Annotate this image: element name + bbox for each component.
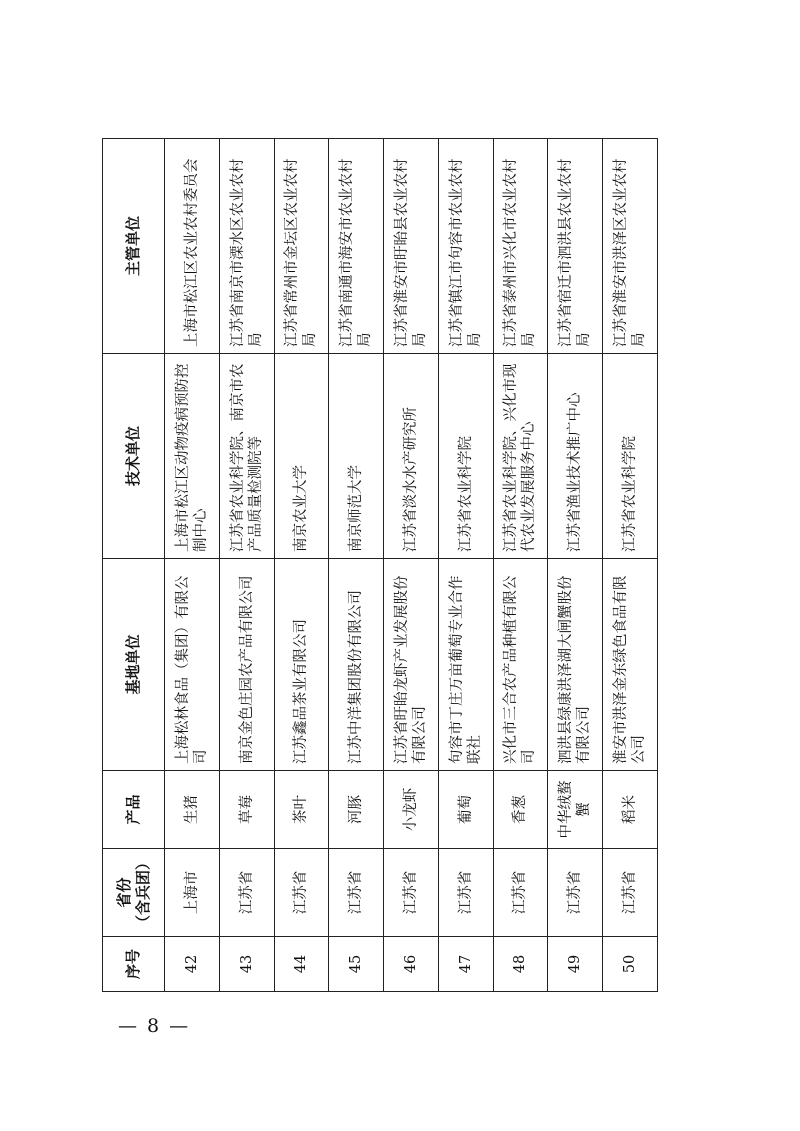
header-no: 序号 <box>103 937 165 992</box>
cell-base-unit: 兴化市三合农产品种植有限公司 <box>493 559 548 771</box>
cell-admin-unit: 江苏省南京市溧水区农业农村局 <box>219 139 274 354</box>
table-row <box>329 139 384 992</box>
cell-base-unit: 句容市丁庄万亩葡萄专业合作联社 <box>438 559 493 771</box>
cell-base-unit: 淮安市洪泽金东绿色食品有限公司 <box>603 559 658 771</box>
table-row <box>219 139 274 992</box>
header-province-line2: （含兵团） <box>133 854 152 930</box>
cell-tech-unit: 南京师范大学 <box>329 354 384 559</box>
header-province-line1: 省份 <box>114 877 133 908</box>
cell-base-unit: 泗洪县绿康洪泽湖大闸蟹股份有限公司 <box>548 559 603 771</box>
cell-province: 江苏省 <box>438 849 493 937</box>
cell-product: 茶叶 <box>274 771 329 849</box>
cell-province: 江苏省 <box>274 849 329 937</box>
header-product: 产品 <box>103 771 165 849</box>
cell-admin-unit: 江苏省淮安市洪泽区农业农村局 <box>603 139 658 354</box>
cell-province: 上海市 <box>165 849 220 937</box>
cell-tech-unit: 上海市松江区动物疫病预防控制中心 <box>165 354 220 559</box>
cell-no: 47 <box>438 937 493 992</box>
cell-no: 49 <box>548 937 603 992</box>
page-number: — 8 — <box>118 1015 191 1037</box>
cell-no: 42 <box>165 937 220 992</box>
cell-product: 中华绒螯蟹 <box>548 771 603 849</box>
cell-no: 44 <box>274 937 329 992</box>
cell-province: 江苏省 <box>329 849 384 937</box>
cell-base-unit: 江苏省盱眙龙虾产业发展股份有限公司 <box>384 559 439 771</box>
table-row <box>603 139 658 992</box>
header-admin-unit: 主管单位 <box>103 139 165 354</box>
base-list-table <box>102 138 658 992</box>
table-body <box>165 139 658 992</box>
cell-base-unit: 上海松林食品（集团）有限公司 <box>165 559 220 771</box>
cell-admin-unit: 江苏省南通市海安市农业农村局 <box>329 139 384 354</box>
cell-product: 草莓 <box>219 771 274 849</box>
cell-no: 48 <box>493 937 548 992</box>
cell-base-unit: 南京金色庄园农产品有限公司 <box>219 559 274 771</box>
cell-tech-unit: 江苏省农业科学院 <box>603 354 658 559</box>
table-row <box>493 139 548 992</box>
table-row <box>438 139 493 992</box>
cell-province: 江苏省 <box>493 849 548 937</box>
cell-tech-unit: 江苏省淡水水产研究所 <box>384 354 439 559</box>
cell-product: 生猪 <box>165 771 220 849</box>
cell-no: 45 <box>329 937 384 992</box>
table-row <box>384 139 439 992</box>
cell-admin-unit: 江苏省镇江市句容市农业农村局 <box>438 139 493 354</box>
cell-tech-unit: 江苏省农业科学院、南京市农产品质量检测院等 <box>219 354 274 559</box>
cell-product: 稻米 <box>603 771 658 849</box>
cell-admin-unit: 江苏省淮安市盱眙县农业农村局 <box>384 139 439 354</box>
table-row <box>165 139 220 992</box>
cell-province: 江苏省 <box>384 849 439 937</box>
cell-product: 河豚 <box>329 771 384 849</box>
cell-base-unit: 江苏鑫品茶业有限公司 <box>274 559 329 771</box>
cell-tech-unit: 江苏省渔业技术推广中心 <box>548 354 603 559</box>
cell-admin-unit: 上海市松江区农业农村委员会 <box>165 139 220 354</box>
cell-admin-unit: 江苏省宿迁市泗洪县农业农村局 <box>548 139 603 354</box>
cell-tech-unit: 江苏省农业科学院 <box>438 354 493 559</box>
cell-province: 江苏省 <box>219 849 274 937</box>
cell-province: 江苏省 <box>548 849 603 937</box>
header-base-unit: 基地单位 <box>103 559 165 771</box>
cell-province: 江苏省 <box>603 849 658 937</box>
cell-no: 46 <box>384 937 439 992</box>
table-row <box>548 139 603 992</box>
cell-product: 葡萄 <box>438 771 493 849</box>
cell-tech-unit: 江苏省农业科学院、兴化市现代农业发展服务中心 <box>493 354 548 559</box>
rotated-table-container <box>102 139 658 992</box>
cell-tech-unit: 南京农业大学 <box>274 354 329 559</box>
header-tech-unit: 技术单位 <box>103 354 165 559</box>
table-header-row <box>103 139 165 992</box>
table-row <box>274 139 329 992</box>
cell-admin-unit: 江苏省泰州市兴化市农业农村局 <box>493 139 548 354</box>
cell-admin-unit: 江苏省常州市金坛区农业农村局 <box>274 139 329 354</box>
cell-base-unit: 江苏中洋集团股份有限公司 <box>329 559 384 771</box>
cell-no: 43 <box>219 937 274 992</box>
cell-product: 香葱 <box>493 771 548 849</box>
cell-product: 小龙虾 <box>384 771 439 849</box>
cell-no: 50 <box>603 937 658 992</box>
header-province <box>103 849 165 937</box>
